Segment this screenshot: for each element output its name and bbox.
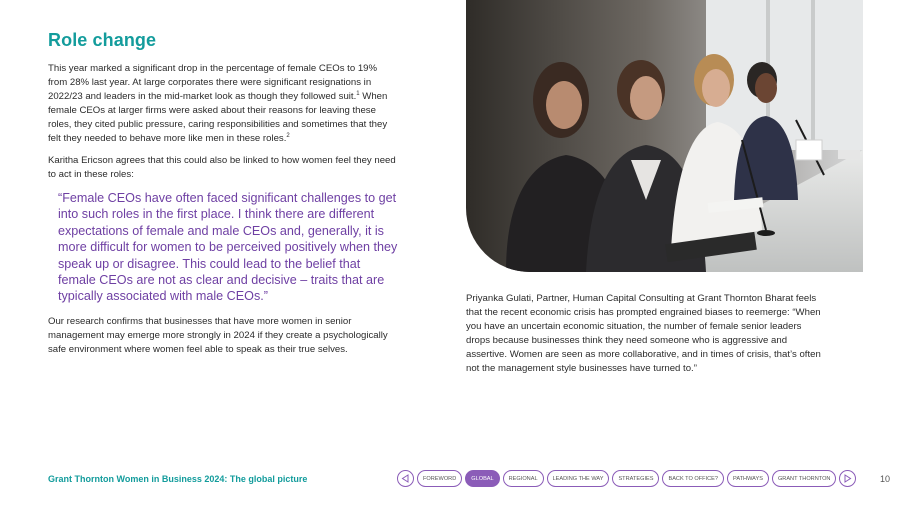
prev-page-button[interactable] bbox=[397, 470, 414, 487]
closing-paragraph: Our research confirms that businesses that have more women in senior management may emerge more strongly in 2024 if they create a psychologically safe environment where women feel able to speak as their true selves. bbox=[48, 315, 388, 355]
meeting-photo-illustration bbox=[466, 0, 863, 272]
pull-quote: “Female CEOs have often faced significant challenges to get into such roles in the first place. I think there are different expectations of female and male CEOs and, generally, it is more difficult for women to be perceived positively when they speak up or disagree. This could lead to the belief that female CEOs are not as clear and decisive – traits that are typically associated with male CEOs.” bbox=[58, 191, 398, 304]
nav-foreword[interactable]: FOREWORD bbox=[417, 470, 462, 487]
section-heading: Role change bbox=[48, 30, 157, 50]
nav-strategies[interactable]: STRATEGIES bbox=[612, 470, 659, 487]
footnote-ref-2[interactable]: 2 bbox=[286, 132, 290, 139]
triangle-right-icon bbox=[843, 474, 852, 483]
page-number: 10 bbox=[880, 474, 891, 484]
nav-pathways[interactable]: PATHWAYS bbox=[727, 470, 769, 487]
footer-title: Grant Thornton Women in Business 2024: The global picture bbox=[48, 474, 308, 484]
nav-regional[interactable]: REGIONAL bbox=[503, 470, 544, 487]
nav-global[interactable]: GLOBAL bbox=[465, 470, 499, 487]
intro-paragraph: This year marked a significant drop in the percentage of female CEOs to 19% from 28% last year. At large corporates there were significant resignations in 2022/23 and leaders in the mid-market look as though they followed suit.$^1$ When female CEOs at larger firms were asked about their reasons for leaving these roles, they cited public pressure, caring responsibilities and sometimes that they felt they needed to behave more like men in these roles.$^2$ bbox=[48, 63, 388, 144]
lead-in-paragraph: Karitha Ericson agrees that this could also be linked to how women feel they need to act in these roles: bbox=[48, 155, 396, 180]
next-page-button[interactable] bbox=[839, 470, 856, 487]
meeting-photo bbox=[466, 0, 863, 272]
nav-back-to-office[interactable]: BACK TO OFFICE? bbox=[662, 470, 724, 487]
nav-leading-the-way[interactable]: LEADING THE WAY bbox=[547, 470, 610, 487]
nav-grant-thornton[interactable]: GRANT THORNTON bbox=[772, 470, 837, 487]
quote-paragraph: Priyanka Gulati, Partner, Human Capital Consulting at Grant Thornton Bharat feels that the recent economic crisis has prompted engrained biases to reemerge: “When you have an uncertain economic situation, the number of female senior leaders drops because businesses think they need someone who is aggressive and assertive. Women are seen as more collaborative, and in times of crisis, that’s often not the management style businesses have turned to.” bbox=[466, 293, 821, 374]
chapter-nav bbox=[397, 470, 856, 487]
main-text-column bbox=[48, 30, 398, 365]
footnote-ref-1[interactable]: 1 bbox=[356, 90, 360, 97]
triangle-left-icon bbox=[401, 474, 410, 483]
